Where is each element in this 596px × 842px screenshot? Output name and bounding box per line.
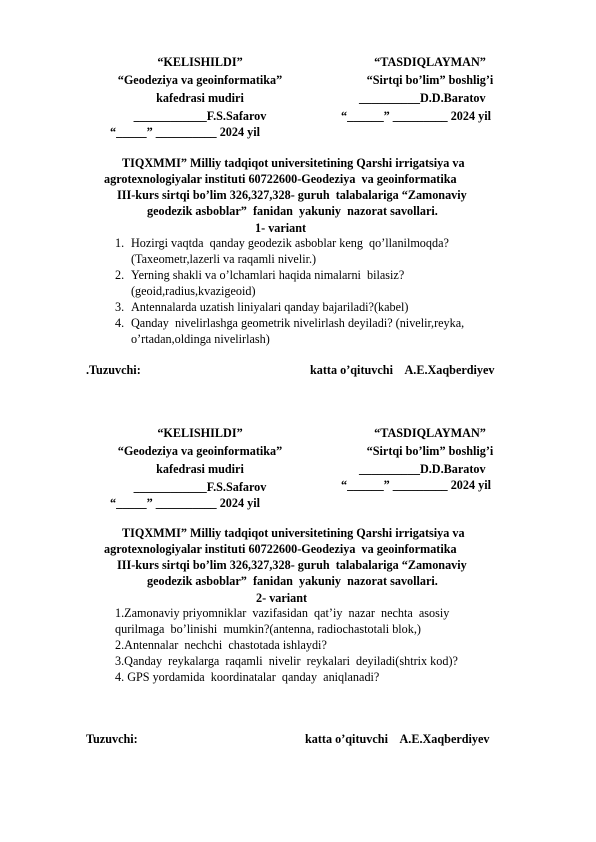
approval-right-position: “Sirtqi bo’lim” boshlig’i [366,444,494,458]
heading-line-1: TIQXMMI” Milliy tadqiqot universitetining Qarshi irrigatsiya va [122,526,465,540]
approval-right-position: “Sirtqi bo’lim” boshlig’i [366,73,494,87]
heading-line-4: geodezik asboblar” fanidan yakuniy nazorat savollari. [147,204,438,218]
question-text: Qanday nivelirlashga geometrik nivelirlash deyiladi? (nivelir,reyka, [131,316,465,330]
question-number: 4. [115,316,125,330]
approval-right-signature: __________D.D.Baratov [359,91,486,105]
approval-right-date: “______” _________ 2024 yil [341,109,491,123]
heading-line-1: TIQXMMI” Milliy tadqiqot universitetining Qarshi irrigatsiya va [122,156,465,170]
question-text: 1.Zamonaviy priyomniklar vazifasidan qat’iy nazar nechta asosiy [115,606,450,620]
question-answer-hint: (geoid,radius,kvazigeoid) [131,284,256,298]
approval-right-title: “TASDIQLAYMAN” [374,55,486,69]
variant-label: 1- variant [255,221,307,235]
approval-left-position: kafedrasi mudiri [156,91,244,105]
heading-line-2: agrotexnologiyalar instituti 60722600-Geodeziya va geoinformatika [104,542,457,556]
approval-right-date: “______” _________ 2024 yil [341,478,491,492]
approval-left-title: “KELISHILDI” [157,55,243,69]
question-text: Hozirgi vaqtda qanday geodezik asboblar keng qo’llanilmoqda? [131,236,449,250]
question-number: 1. [115,236,125,250]
approval-left-position: kafedrasi mudiri [156,462,244,476]
approval-left-date: “_____” __________ 2024 yil [110,125,260,139]
author-label: .Tuzuvchi: [86,363,141,377]
question-text: 2.Antennalar nechchi chastotada ishlaydi? [115,638,327,652]
question-number: 2. [115,268,125,282]
question-text: Yerning shakli va o’lchamlari haqida nimalarni bilasiz? [131,268,405,282]
approval-left-department: “Geodeziya va geoinformatika” [117,73,283,87]
heading-line-2: agrotexnologiyalar instituti 60722600-Geodeziya va geoinformatika [104,172,457,186]
question-answer-hint: (Taxeometr,lazerli va raqamli nivelir.) [131,252,317,266]
approval-left-signature: ____________F.S.Safarov [133,109,267,123]
question-number: 3. [115,300,125,314]
question-answer-hint: qurilmaga bo’linishi mumkin?(antenna, radiochastotali blok,) [115,622,421,636]
heading-line-4: geodezik asboblar” fanidan yakuniy nazorat savollari. [147,574,438,588]
approval-right-title: “TASDIQLAYMAN” [374,426,486,440]
author-name: katta o’qituvchi A.E.Xaqberdiyev [305,732,490,746]
approval-left-signature: ____________F.S.Safarov [133,480,267,494]
approval-left-department: “Geodeziya va geoinformatika” [117,444,283,458]
author-name: katta o’qituvchi A.E.Xaqberdiyev [310,363,495,377]
heading-line-3: III-kurs sirtqi bo’lim 326,327,328- guruh talabalariga “Zamonaviy [117,558,467,572]
approval-left-title: “KELISHILDI” [157,426,243,440]
question-text: 4. GPS yordamida koordinatalar qanday aniqlanadi? [115,670,380,684]
approval-left-date: “_____” __________ 2024 yil [110,496,260,510]
heading-line-3: III-kurs sirtqi bo’lim 326,327,328- guruh talabalariga “Zamonaviy [117,188,467,202]
question-text: Antennalarda uzatish liniyalari qanday bajariladi?(kabel) [131,300,409,314]
question-answer-hint: o’rtadan,oldinga nivelirlash) [131,332,270,346]
variant-label: 2- variant [256,591,308,605]
author-label: Tuzuvchi: [86,732,138,746]
approval-right-signature: __________D.D.Baratov [359,462,486,476]
question-text: 3.Qanday reykalarga raqamli nivelir reykalari deyiladi(shtrix kod)? [115,654,458,668]
